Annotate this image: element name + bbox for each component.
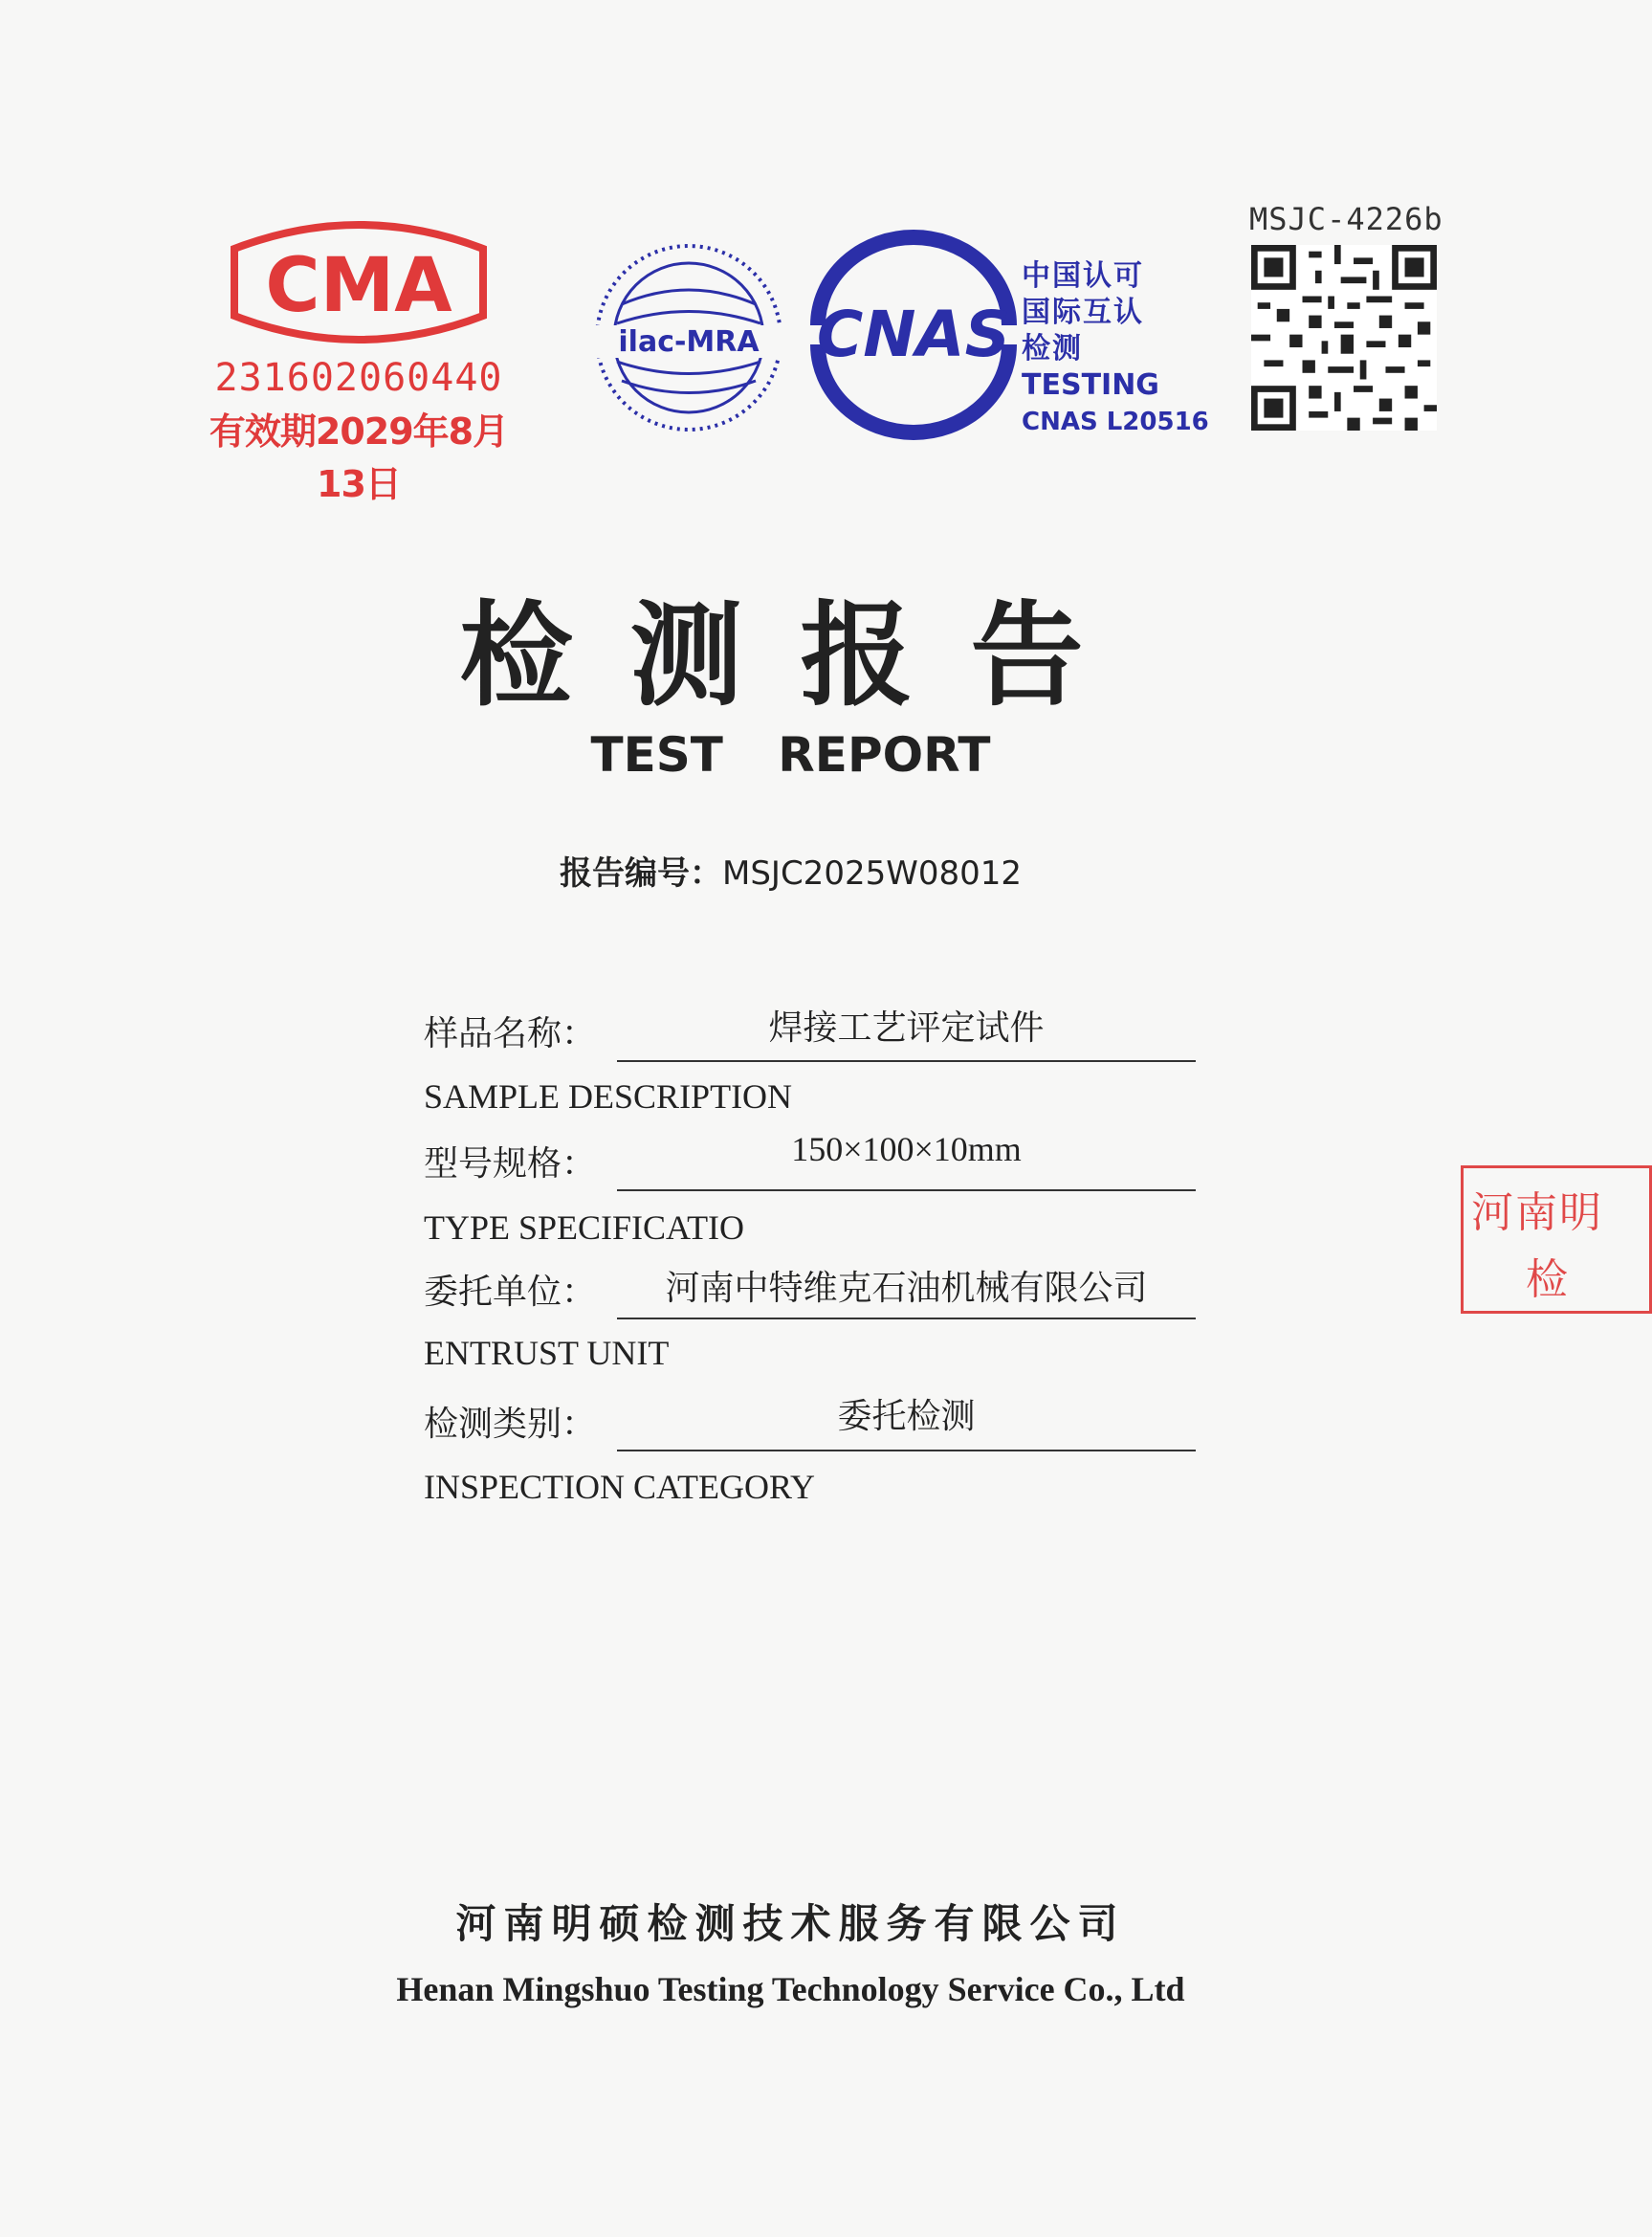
seal-stamp-line-2: 检 [1526,1255,1568,1304]
cnas-line-2: 国际互认 [1022,296,1144,329]
inspection-category-underline [617,1450,1196,1451]
cnas-logo [799,230,1028,431]
ilac-label: ilac-MRA [618,325,760,359]
report-number-value: MSJC2025W08012 [722,854,1022,893]
seal-stamp-line-1: 河南明 [1471,1188,1603,1237]
cnas-line-1: 中国认可 [1022,259,1144,293]
qr-code-icon [1251,245,1437,431]
entrust-unit-label: 委托单位： [424,1273,597,1312]
type-spec-label: 型号规格： [424,1144,597,1184]
qr-code-label: MSJC-4226b [1249,201,1443,237]
ilac-globe-icon [588,237,789,438]
type-spec-underline [617,1189,1196,1191]
report-number [0,847,1581,894]
entrust-unit-value: 河南中特维克石油机械有限公司 [665,1269,1148,1308]
sample-name-label: 样品名称： [424,1014,597,1053]
report-number-label: 报告编号： [560,854,722,893]
cnas-line-5: CNAS L20516 [1022,408,1209,436]
cma-stamp [196,210,521,505]
cnas-caption [1022,258,1209,440]
type-spec-value: 150×100×10mm [791,1130,1022,1168]
cma-number: 231602060440 [214,356,503,400]
cnas-emblem-icon [799,230,1028,431]
cnas-line-4: TESTING [1022,368,1159,402]
sample-name-underline [617,1060,1196,1062]
company-name-chinese: 河南明硕检测技术服务有限公司 [455,1900,1126,1947]
ilac-mra-logo [588,237,789,438]
inspection-category-en-label: INSPECTION CATEGORY [424,1468,816,1506]
inspection-category-value: 委托检测 [837,1397,976,1436]
cma-emblem-icon [196,210,521,354]
title-english: TEST REPORT [590,727,991,783]
cma-emblem-text: CMA [265,243,452,329]
seal-stamp [1461,1165,1652,1314]
inspection-category-label: 检测类别： [424,1405,597,1444]
sample-description-label: SAMPLE DESCRIPTION [424,1077,793,1116]
cma-validity: 有效期2029年8月13日 [209,410,509,505]
cnas-line-3: 检测 [1022,332,1083,365]
sample-name-value: 焊接工艺评定试件 [768,1008,1045,1048]
entrust-unit-en-label: ENTRUST UNIT [424,1334,670,1372]
type-specification-label: TYPE SPECIFICATIO [424,1208,745,1247]
cnas-logo-text: CNAS [816,298,1011,371]
entrust-unit-underline [617,1318,1196,1319]
company-name-english: Henan Mingshuo Testing Technology Service Co., Ltd [396,1970,1185,2008]
title-chinese: 检测报告 [459,588,1141,721]
